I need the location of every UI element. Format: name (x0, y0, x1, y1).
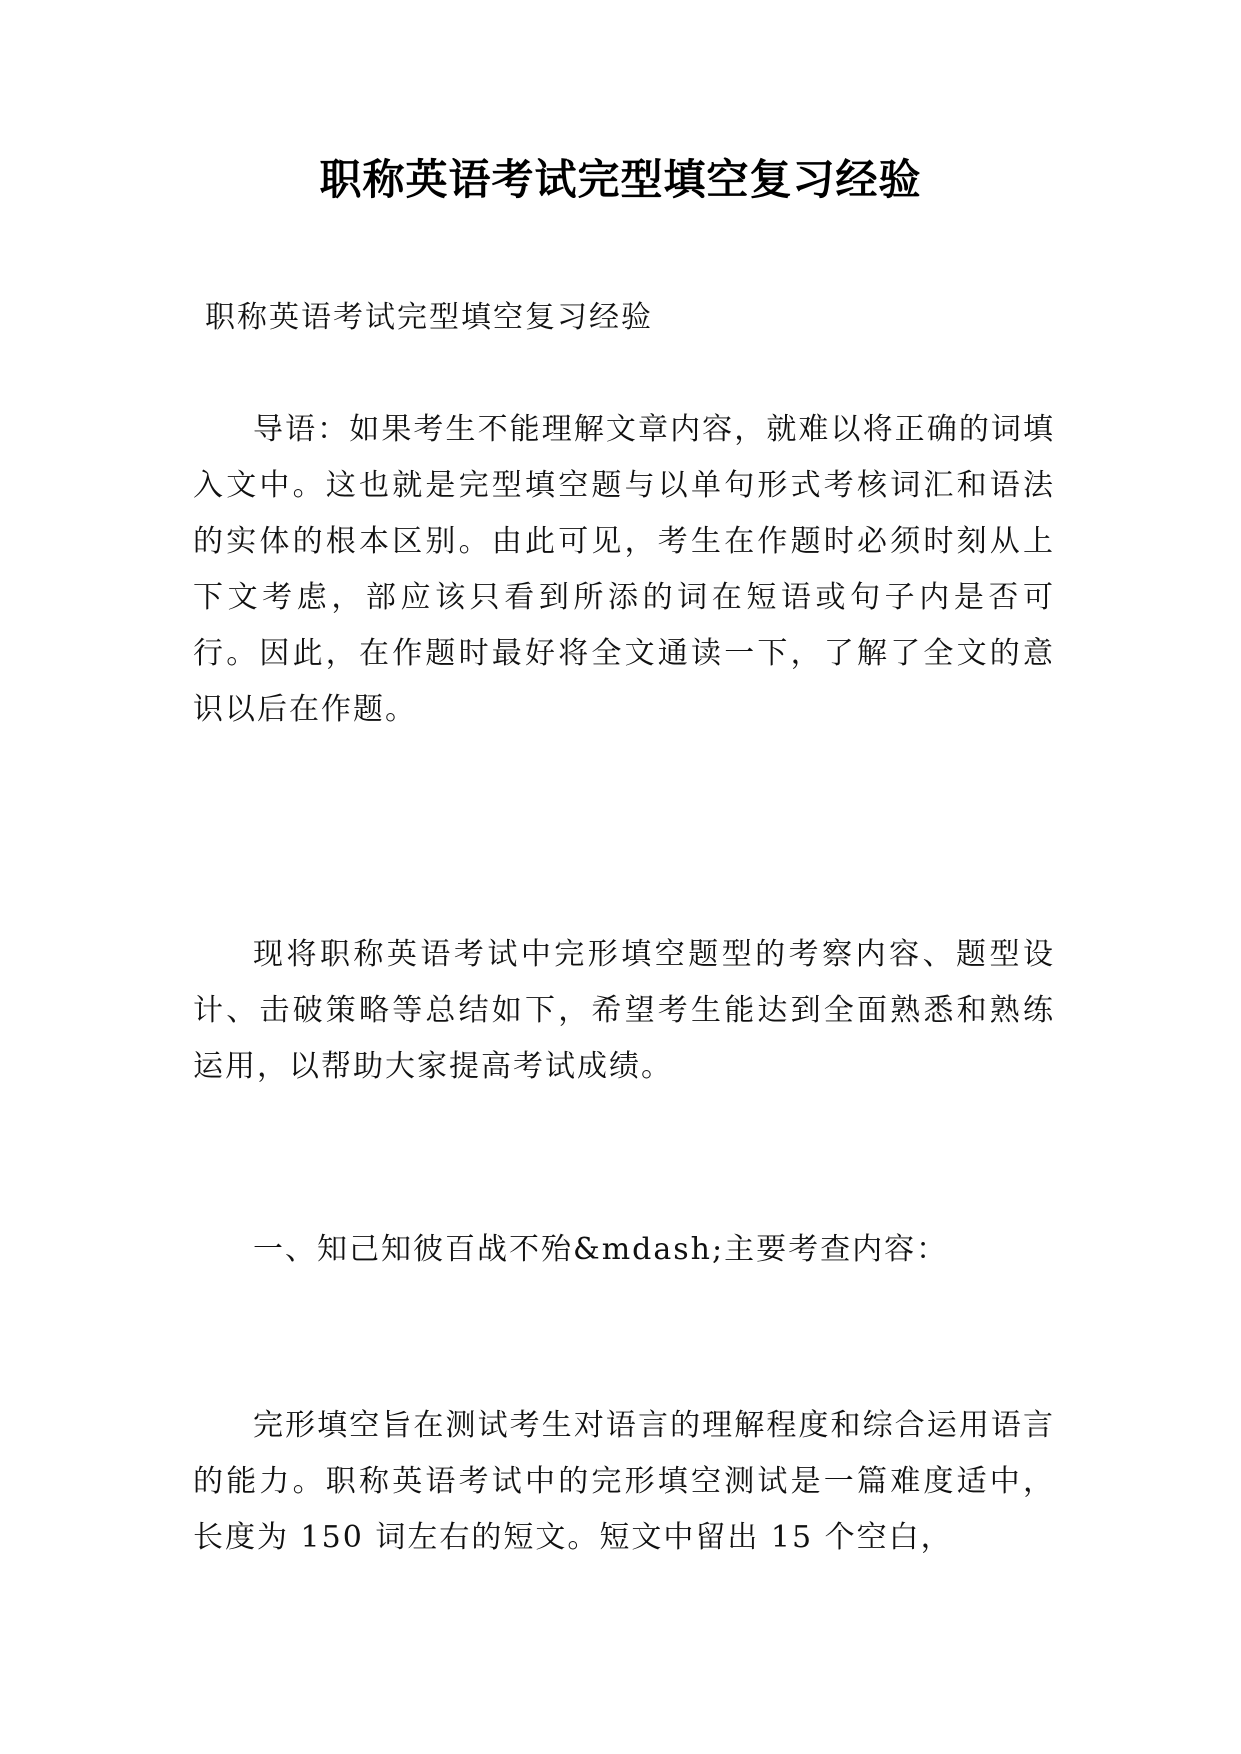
document-subtitle: 职称英语考试完型填空复习经验 (205, 300, 653, 335)
paragraph-intro: 导语：如果考生不能理解文章内容，就难以将正确的词填入文中。这也就是完型填空题与以单句形式考核词汇和语法的实体的根本区别。由此可见，考生在作题时必须时刻从上下文考虑，部应该只看到所添的词在短语或句子内是否可行。因此，在作题时最好将全文通读一下，了解了全文的意识以后在作题。 (193, 412, 1055, 727)
paragraph-summary: 现将职称英语考试中完形填空题型的考察内容、题型设计、击破策略等总结如下，希望考生能达到全面熟悉和熟练运用，以帮助大家提高考试成绩。 (193, 937, 1055, 1084)
section-heading: 一、知己知彼百战不殆&mdash;主要考查内容： (253, 1232, 949, 1267)
paragraph-content: 完形填空旨在测试考生对语言的理解程度和综合运用语言的能力。职称英语考试中的完形填空测试是一篇难度适中，长度为 150 词左右的短文。短文中留出 15 个空白， (193, 1408, 1055, 1555)
document-title: 职称英语考试完型填空复习经验 (319, 155, 922, 204)
